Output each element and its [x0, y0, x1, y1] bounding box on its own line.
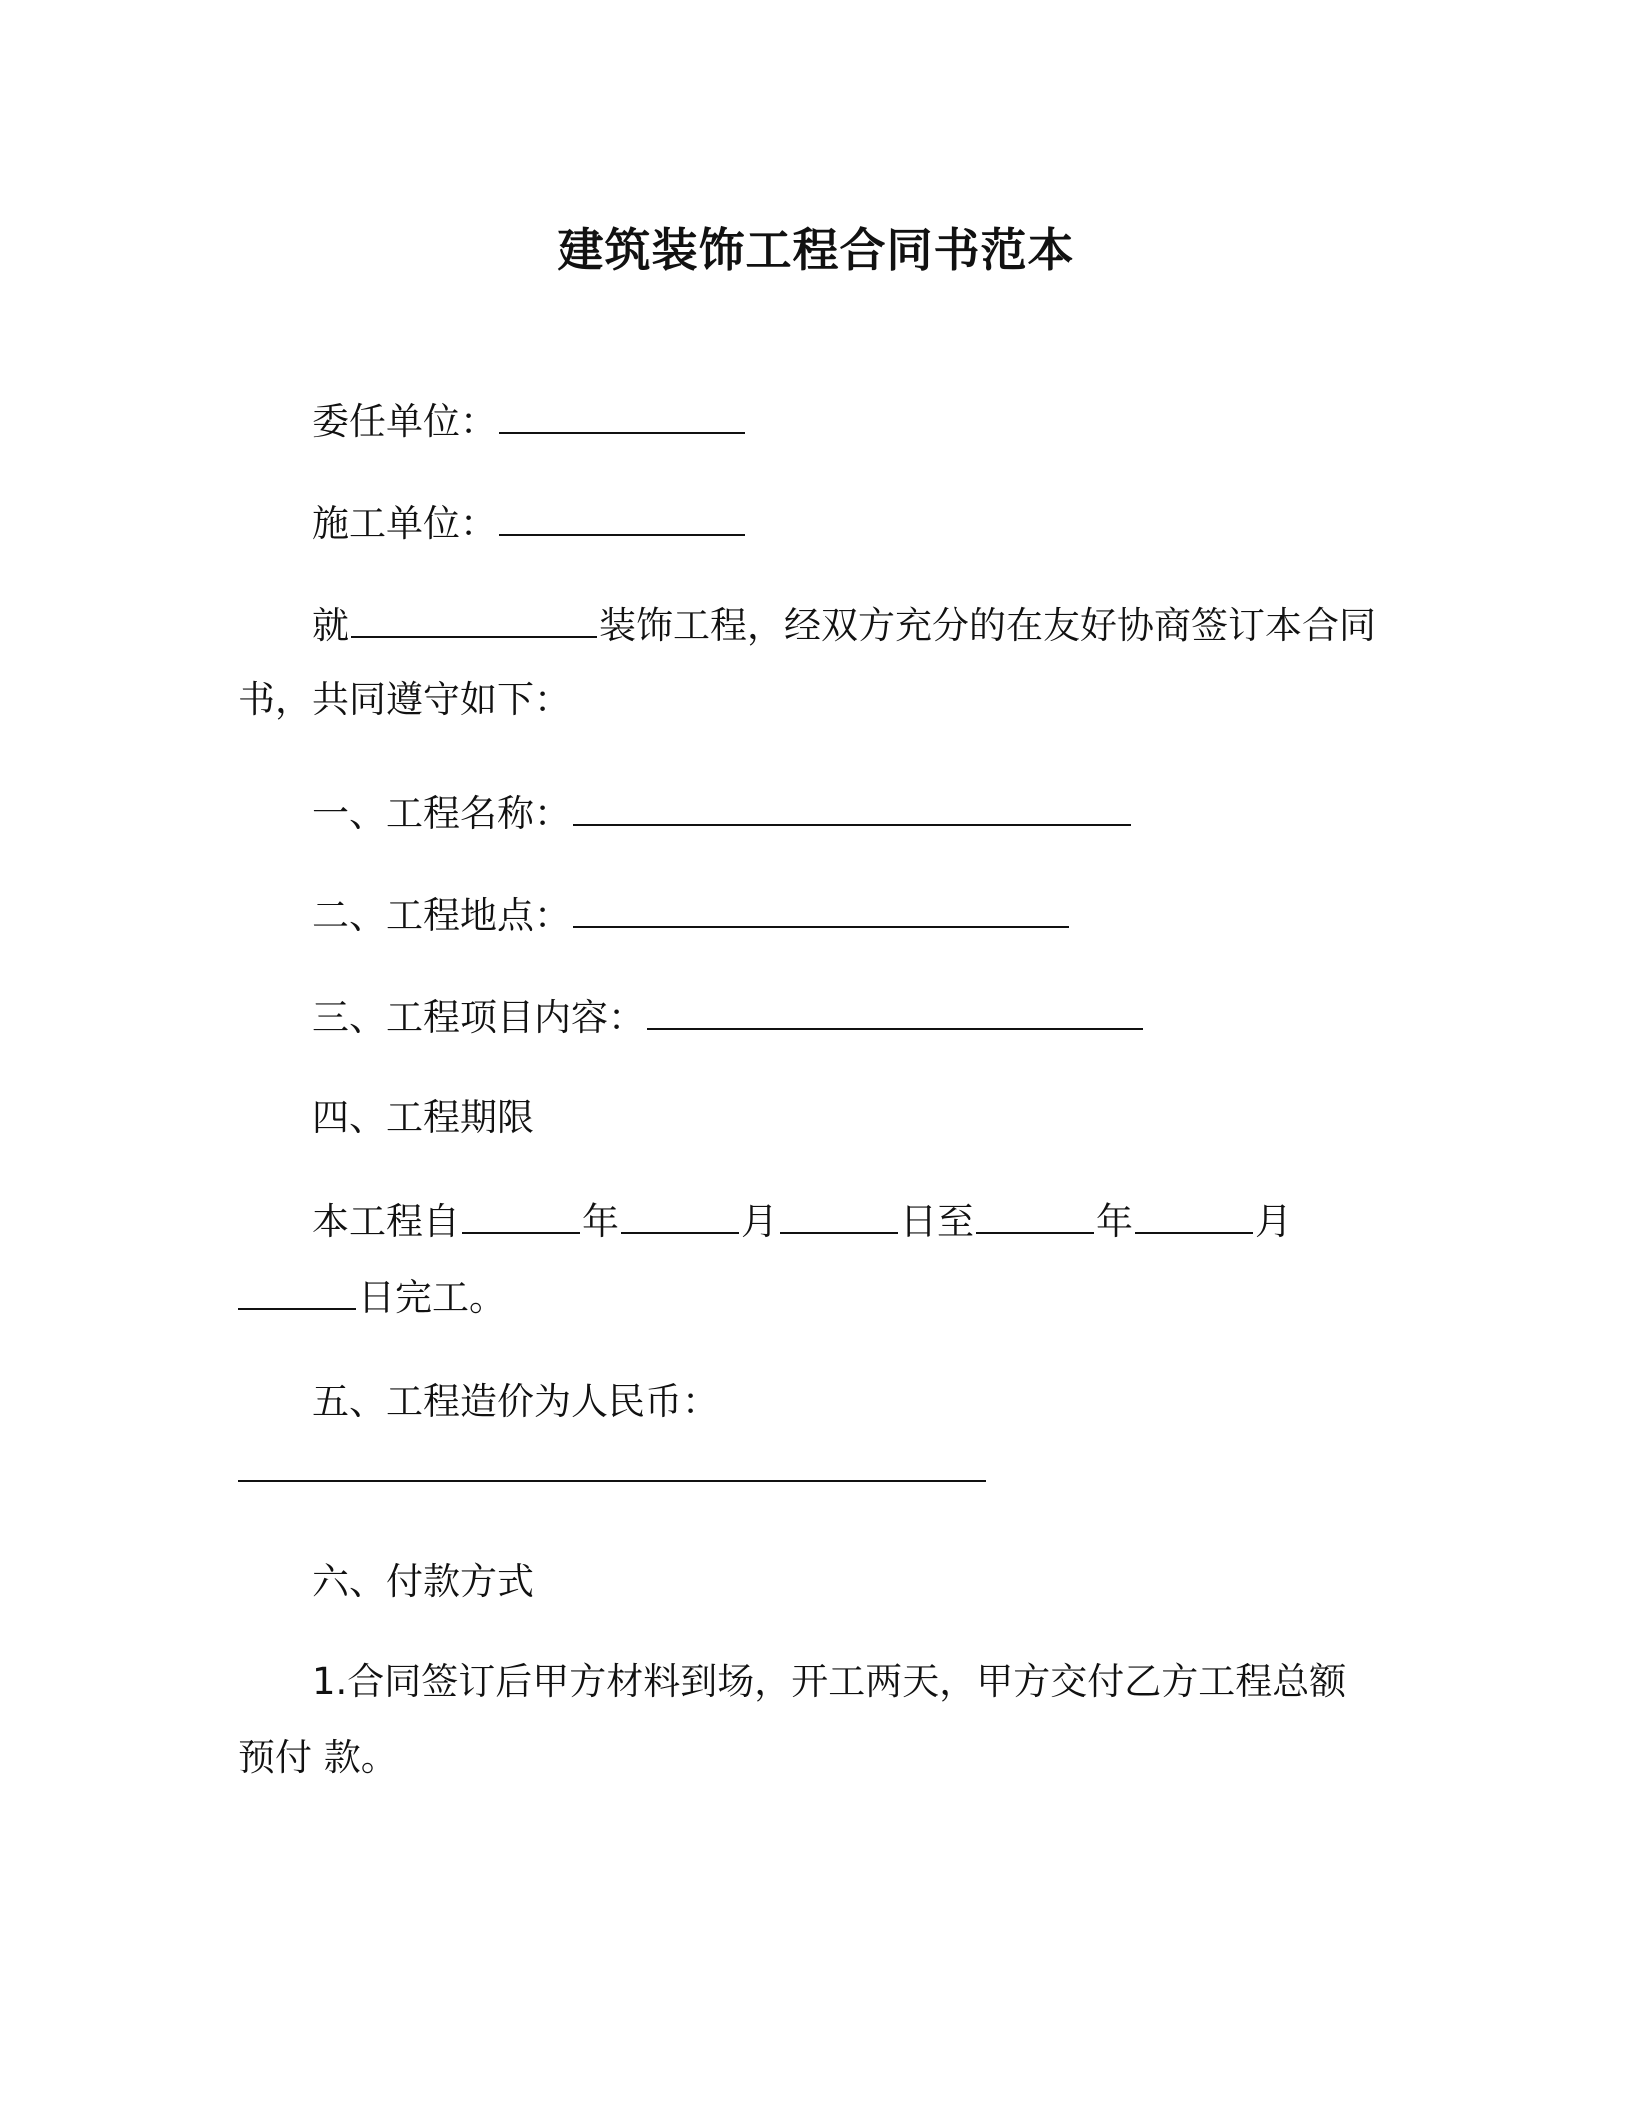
start-day-blank — [780, 1194, 898, 1234]
item3-label: 三、工程项目内容： — [312, 996, 645, 1039]
intro-prefix: 就 — [312, 604, 349, 647]
period-prefix: 本工程自 — [312, 1200, 460, 1243]
item2-line — [312, 888, 1071, 942]
item3-line — [312, 990, 1145, 1044]
end-year-blank — [976, 1194, 1094, 1234]
intro-suffix: 装饰工程，经双方充分的在友好协商签订本合同 — [599, 604, 1376, 647]
item1-label: 一、工程名称： — [312, 792, 571, 835]
item1-line — [312, 786, 1133, 840]
payment1-line-2: 预付 款。 — [238, 1736, 398, 1779]
contractor-line — [312, 496, 747, 550]
intro-line-2: 书，共同遵守如下： — [238, 678, 571, 721]
contractor-blank — [499, 496, 745, 536]
client-label: 委任单位： — [312, 400, 497, 443]
item2-label: 二、工程地点： — [312, 894, 571, 937]
period-month2: 月 — [1255, 1200, 1292, 1243]
client-line — [312, 394, 747, 448]
intro-line-1 — [312, 598, 1376, 652]
payment1-line-1: 1.合同签订后甲方材料到场，开工两天，甲方交付乙方工程总额 — [312, 1660, 1347, 1703]
contractor-label: 施工单位： — [312, 502, 497, 545]
period-end: 日完工。 — [358, 1276, 506, 1319]
period-line-1 — [312, 1194, 1292, 1248]
period-month1: 月 — [741, 1200, 778, 1243]
project-name-blank — [573, 786, 1131, 826]
item6-heading: 六、付款方式 — [312, 1560, 534, 1603]
end-month-blank — [1135, 1194, 1253, 1234]
period-year2: 年 — [1096, 1200, 1133, 1243]
client-blank — [499, 394, 745, 434]
project-content-blank — [647, 990, 1143, 1030]
project-blank — [351, 598, 597, 638]
document-title: 建筑装饰工程合同书范本 — [557, 223, 1075, 277]
end-day-blank — [238, 1270, 356, 1310]
period-line-2 — [238, 1270, 506, 1324]
start-month-blank — [621, 1194, 739, 1234]
price-blank — [238, 1480, 986, 1482]
project-location-blank — [573, 888, 1069, 928]
period-year1: 年 — [582, 1200, 619, 1243]
item4-heading: 四、工程期限 — [312, 1096, 534, 1139]
start-year-blank — [462, 1194, 580, 1234]
item5-line: 五、工程造价为人民币： — [312, 1380, 719, 1423]
period-day-to: 日至 — [900, 1200, 974, 1243]
